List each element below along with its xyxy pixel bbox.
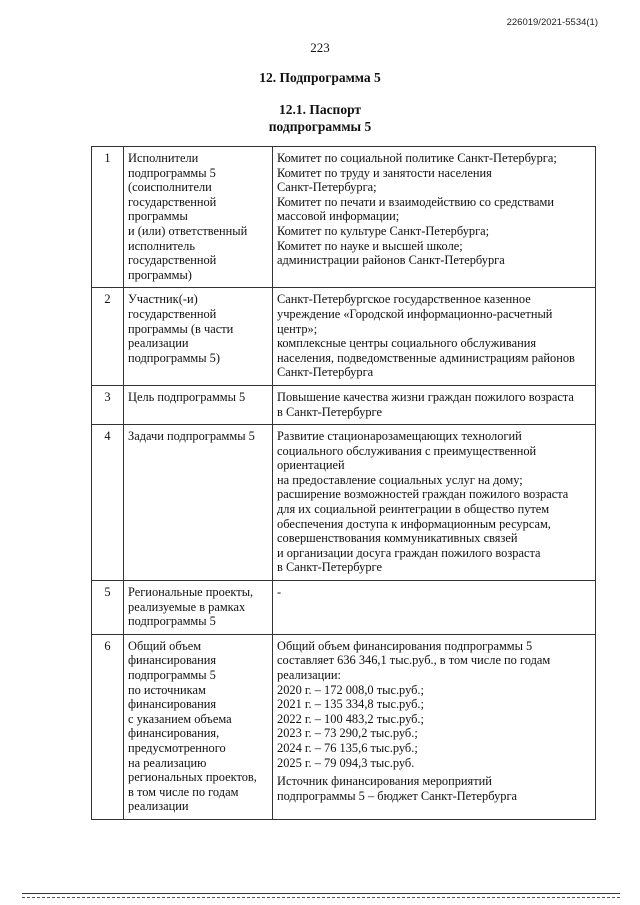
label-line: на реализацию: [128, 755, 207, 770]
value-line: обеспечения доступа к информационным ресурсам,: [277, 516, 551, 531]
value-line: Комитет по печати и взаимодействию со средствами: [277, 194, 554, 209]
label-line: с указанием объема: [128, 711, 232, 726]
value-line: для их социальной реинтеграции в общество путем: [277, 502, 550, 517]
section-subtitle: [0, 101, 640, 135]
label-line: Цель подпрограммы 5: [128, 389, 246, 404]
value-line: 2022 г. – 100 483,2 тыс.руб.;: [277, 711, 424, 726]
label-line: финансирования,: [128, 726, 220, 741]
value-line: и организации досуга граждан пожилого возраста: [277, 545, 541, 560]
value-line: Санкт-Петербурга: [277, 365, 374, 380]
label-line: финансирования: [128, 697, 217, 712]
value-line: составляет 636 346,1 тыс.руб., в том числе по годам: [277, 653, 551, 668]
label-line: и (или) ответственный: [128, 223, 248, 238]
value-line: Комитет по науке и высшей школе;: [277, 238, 463, 253]
row-label: [124, 425, 273, 581]
value-line: 2024 г. – 76 135,6 тыс.руб.;: [277, 740, 418, 755]
label-line: Региональные проекты,: [128, 585, 254, 600]
value-line: центр»;: [277, 321, 318, 336]
passport-table: [91, 146, 596, 820]
value-line: Общий объем финансирования подпрограммы 5: [277, 638, 533, 653]
label-line: реализуемые в рамках: [128, 599, 246, 614]
row-value: [273, 385, 596, 424]
row-value: [273, 634, 596, 819]
label-line: реализации: [128, 799, 189, 814]
label-line: региональных проектов,: [128, 770, 257, 785]
row-value: [273, 581, 596, 635]
label-line: программы (в части: [128, 321, 234, 336]
page-number: 223: [310, 40, 330, 55]
table-row: [92, 634, 596, 819]
value-line: на предоставление социальных услуг на дому;: [277, 472, 523, 487]
value-line: населения, подведомственные администрациям районов: [277, 350, 575, 365]
label-line: Участник(-и): [128, 292, 198, 307]
value-line: Повышение качества жизни граждан пожилого возраста: [277, 389, 574, 404]
value-line: 2025 г. – 79 094,3 тыс.руб.: [277, 755, 415, 770]
label-line: Исполнители: [128, 151, 199, 165]
footer-divider-dashed: [22, 897, 620, 898]
label-line: государственной: [128, 253, 217, 268]
row-value: [273, 147, 596, 288]
value-line: 2020 г. – 172 008,0 тыс.руб.;: [277, 682, 424, 697]
row-label: [124, 634, 273, 819]
value-line: социального обслуживания с преимущественной: [277, 443, 537, 458]
row-number: 5: [92, 581, 124, 635]
table-row: [92, 288, 596, 386]
label-line: Общий объем: [128, 638, 202, 653]
label-line: Задачи подпрограммы 5: [128, 429, 255, 444]
label-line: программы: [128, 209, 188, 224]
value-line: Санкт-Петербурга;: [277, 180, 377, 195]
row-value: [273, 288, 596, 386]
value-line: в Санкт-Петербурге: [277, 404, 382, 419]
row-number: 2: [92, 288, 124, 386]
value-line: Комитет по социальной политике Санкт-Петербурга;: [277, 151, 557, 165]
value-line: подпрограммы 5 – бюджет Санкт-Петербурга: [277, 788, 518, 803]
row-label: [124, 147, 273, 288]
subtitle-line: подпрограммы 5: [268, 119, 372, 134]
value-line: массовой информации;: [277, 209, 400, 224]
subtitle-line: 12.1. Паспорт: [278, 102, 362, 117]
row-value: [273, 425, 596, 581]
section-title: 12. Подпрограмма 5: [259, 70, 381, 85]
label-line: подпрограммы 5: [128, 614, 216, 629]
value-line: в Санкт-Петербурге: [277, 560, 382, 575]
label-line: подпрограммы 5: [128, 165, 216, 180]
value-line: совершенствования коммуникативных связей: [277, 531, 518, 546]
label-line: финансирования: [128, 653, 217, 668]
row-number: 3: [92, 385, 124, 424]
value-line: Источник финансирования мероприятий: [277, 774, 492, 789]
label-line: в том числе по годам: [128, 784, 239, 799]
value-line: реализации:: [277, 668, 341, 682]
label-line: предусмотренного: [128, 740, 226, 755]
row-number: 6: [92, 634, 124, 819]
table-row: [92, 425, 596, 581]
table-row: [92, 385, 596, 424]
row-number: 1: [92, 147, 124, 288]
row-label: [124, 385, 273, 424]
value-line: -: [277, 585, 282, 600]
label-line: государственной: [128, 306, 217, 321]
value-line: 2023 г. – 73 290,2 тыс.руб.;: [277, 726, 418, 741]
value-line: расширение возможностей граждан пожилого возраста: [277, 487, 569, 502]
table-row: [92, 147, 596, 288]
label-line: подпрограммы 5: [128, 668, 216, 682]
value-line: Комитет по культуре Санкт-Петербурга;: [277, 223, 490, 238]
label-line: (соисполнители: [128, 180, 212, 195]
value-line: Комитет по труду и занятости населения: [277, 165, 492, 180]
row-number: 4: [92, 425, 124, 581]
value-line: Развитие стационарозамещающих технологий: [277, 429, 522, 444]
table-row: [92, 581, 596, 635]
document-id: 226019/2021-5534(1): [506, 17, 598, 28]
label-line: исполнитель: [128, 238, 195, 253]
label-line: государственной: [128, 194, 217, 209]
value-line: администрации районов Санкт-Петербурга: [277, 253, 505, 268]
value-line: учреждение «Городской информационно-расчетный: [277, 306, 553, 321]
row-label: [124, 581, 273, 635]
label-line: подпрограммы 5): [128, 350, 220, 365]
value-line: Санкт-Петербургское государственное казенное: [277, 292, 531, 307]
row-label: [124, 288, 273, 386]
footer-divider: [22, 893, 620, 894]
label-line: реализации: [128, 336, 189, 351]
value-line: ориентацией: [277, 458, 345, 473]
label-line: по источникам: [128, 682, 206, 697]
label-line: программы): [128, 267, 192, 282]
value-line: комплексные центры социального обслуживания: [277, 336, 537, 351]
value-line: 2021 г. – 135 334,8 тыс.руб.;: [277, 697, 424, 712]
